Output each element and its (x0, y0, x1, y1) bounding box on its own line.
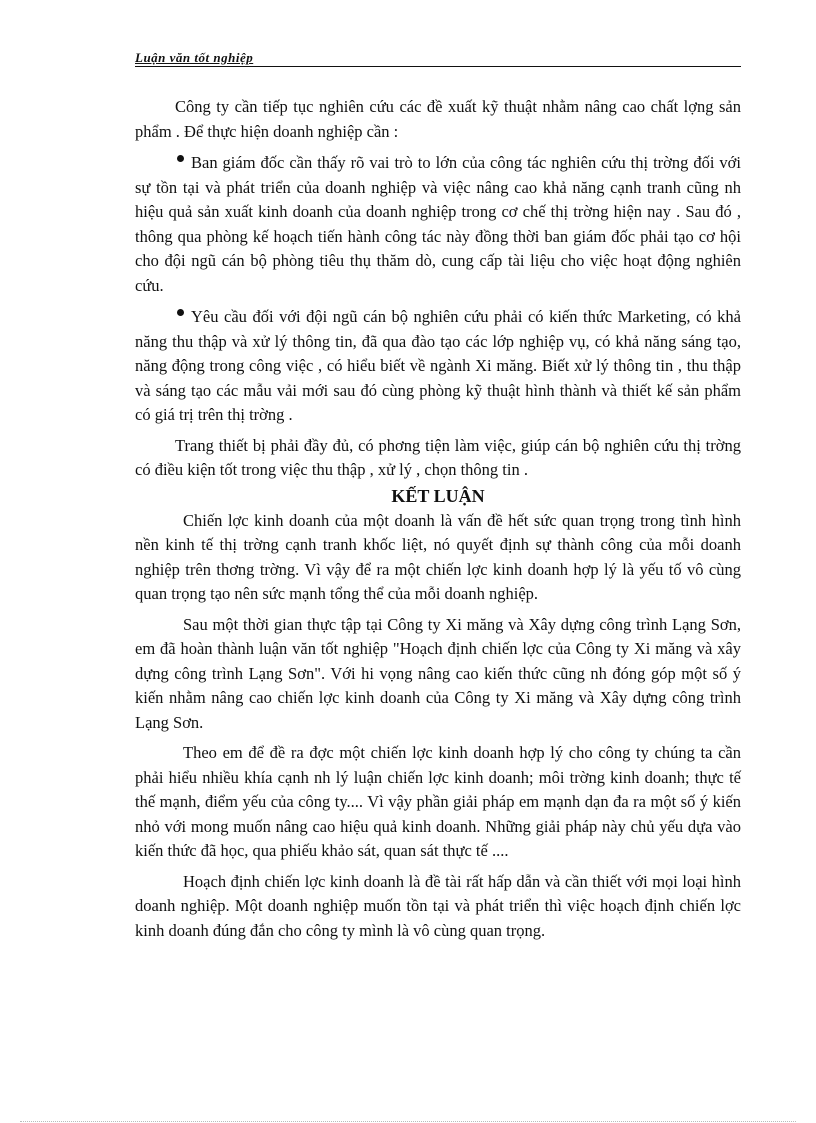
conclusion-paragraph-4: Hoạch định chiến lợc kinh doanh là đề tài rất hấp dẫn và cần thiết với mọi loại hình doanh nghiệp. Một doanh nghiệp muốn tồn tại và phát triển thì việc hoạch định chiến lợc kinh doanh đúng đắn cho công ty mình là vô cùng quan trọng. (135, 871, 741, 940)
header-title: Luận văn tốt nghiệp (135, 50, 254, 65)
conclusion-paragraph-3: Theo em để đề ra đợc một chiến lợc kinh doanh hợp lý cho công ty chúng ta cần phải hiểu nhiều khía cạnh nh lý luận chiến lợc kinh doanh; môi trờng kinh doanh; thực tế thế mạnh, điểm yếu của công ty.... Vì vậy phần giải pháp em mạnh dạn đa ra một số ý kiến nhỏ với mong muốn nâng cao hiệu quả kinh doanh. Những giải pháp này chủ yếu dựa vào kiến thức đã học, qua phiếu khảo sát, quan sát thực tế .... (135, 743, 741, 860)
bullet-icon (177, 309, 184, 316)
conclusion-paragraph-2: Sau một thời gian thực tập tại Công ty Xi măng và Xây dựng công trình Lạng Sơn, em đã hoàn thành luận văn tốt nghiệp "Hoạch định chiến lợc của Công ty Xi măng và xây dựng công trình Lạng Sơn". Với hi vọng nâng cao kiến thức cũng nh đóng góp một số ý kiến nhằm nâng cao chiến lợc kinh doanh của Công ty Xi măng và Xây dựng công trình Lạng Sơn. (135, 614, 741, 732)
bullet-text-2: Yêu cầu đối với đội ngũ cán bộ nghiên cứu phải có kiến thức Marketing, có khả năng thu thập và xử lý thông tin, đã qua đào tạo các lớp nghiệp vụ, có khả năng sáng tạo, năng động trong công việc , có hiểu biết về ngành Xi măng. Biết xử lý thông tin , thu thập và sáng tạo các mẫu vải mới sau đó cùng phòng kỹ thuật hình thành và thiết kế sản phẩm có giá trị trên thị trờng . (135, 307, 741, 424)
bullet-icon (177, 155, 184, 162)
page-bottom-divider (20, 1121, 796, 1122)
equipment-paragraph: Trang thiết bị phải đầy đủ, có phơng tiện làm việc, giúp cán bộ nghiên cứu thị trờng có điều kiện tốt trong việc thu thập , xử lý , chọn thông tin . (135, 435, 741, 479)
bullet-item-2 (135, 305, 741, 428)
bullet-item-1 (135, 151, 741, 298)
conclusion-paragraph-1: Chiến lợc kinh doanh của một doanh là vấn đề hết sức quan trọng trong tình hình nền kinh tế thị trờng cạnh tranh khốc liệt, nó quyết định sự thành công của mỗi doanh nghiệp trên thơng trờng. Vì vậy để ra một chiến lợc kinh doanh hợp lý là yếu tố vô cùng quan trọng tạo nên sức mạnh tổng thể của mỗi doanh nghiệp. (135, 510, 741, 603)
conclusion-heading: KẾT LUẬN (391, 485, 485, 506)
bullet-text-1: Ban giám đốc cần thấy rõ vai trò to lớn của công tác nghiên cứu thị trờng đối với sự tồn tại và phát triển của doanh nghiệp và việc nâng cao khả năng cạnh tranh cũng nh hiệu quả sản xuất kinh doanh của doanh nghiệp trong cơ chế thị trờng hiện nay . Sau đó , thông qua phòng kế hoạch tiến hành công tác này đồng thời ban giám đốc phải tạo cơ hội cho đội ngũ cán bộ phòng tiêu thụ thăm dò, cung cấp tài liệu cho việc hoạt động nghiên cứu. (135, 153, 741, 295)
document-body (135, 95, 741, 943)
page-header (135, 50, 741, 67)
intro-paragraph: Công ty cần tiếp tục nghiên cứu các đề xuất kỹ thuật nhằm nâng cao chất lợng sản phẩm . Để thực hiện doanh nghiệp cần : (135, 97, 741, 141)
